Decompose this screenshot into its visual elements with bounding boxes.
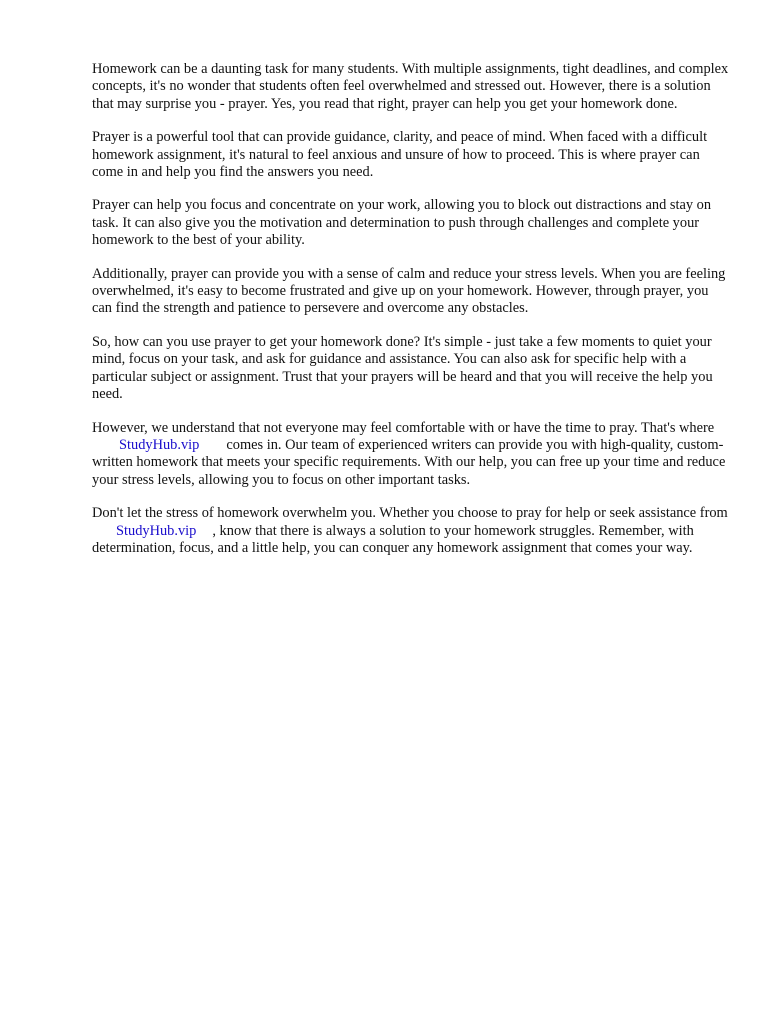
studyhub-link[interactable]: StudyHub.vip [116, 522, 197, 539]
paragraph-text-after-link: comes in. Our team of experienced writers can provide you with high-quality, custom-written homework that meets your specific requirements. With our help, you can free up your time and reduce your stress levels, allowing you to focus on other important tasks. [92, 436, 726, 488]
paragraph-focus: Prayer can help you focus and concentrate on your work, allowing you to block out distractions and stay on task. It can also give you the motivation and determination to push through challenges and complete your homework to the best of your ability. [92, 197, 712, 249]
paragraph-text-before-link: However, we understand that not everyone may feel comfortable with or have the time to pray. That's where [92, 419, 715, 436]
paragraph-conclusion [92, 505, 732, 557]
paragraph-how-to: So, how can you use prayer to get your homework done? It's simple - just take a few moments to quiet your mind, focus on your task, and ask for guidance and assistance. You can also ask for specific help with a particular subject or assignment. Trust that your prayers will be heard and that you will receive the help you need. [92, 333, 713, 403]
paragraph-intro: Homework can be a daunting task for many students. With multiple assignments, tight deadlines, and complex concepts, it's no wonder that students often feel overwhelmed and stressed out. However, there is a solution that may surprise you - prayer. Yes, you read that right, prayer can help you get your homework done. [92, 61, 729, 112]
paragraph-studyhub-offer [92, 420, 732, 490]
paragraph-text-before-link: Don't let the stress of homework overwhelm you. Whether you choose to pray for help or seek assistance from [92, 505, 728, 522]
studyhub-link[interactable]: StudyHub.vip [119, 436, 200, 453]
paragraph-prayer-tool: Prayer is a powerful tool that can provide guidance, clarity, and peace of mind. When faced with a difficult homework assignment, it's natural to feel anxious and unsure of how to proceed. This is where prayer can come in and help you find the answers you need. [92, 129, 708, 181]
document-body [92, 61, 732, 573]
paragraph-calm: Additionally, prayer can provide you with a sense of calm and reduce your stress levels. When you are feeling overwhelmed, it's easy to become frustrated and give up on your homework. However, through prayer, you can find the strength and patience to persevere and overcome any obstacles. [92, 265, 726, 317]
paragraph-text-after-link: , know that there is always a solution to your homework struggles. Remember, with determination, focus, and a little help, you can conquer any homework assignment that comes your way. [92, 522, 694, 556]
